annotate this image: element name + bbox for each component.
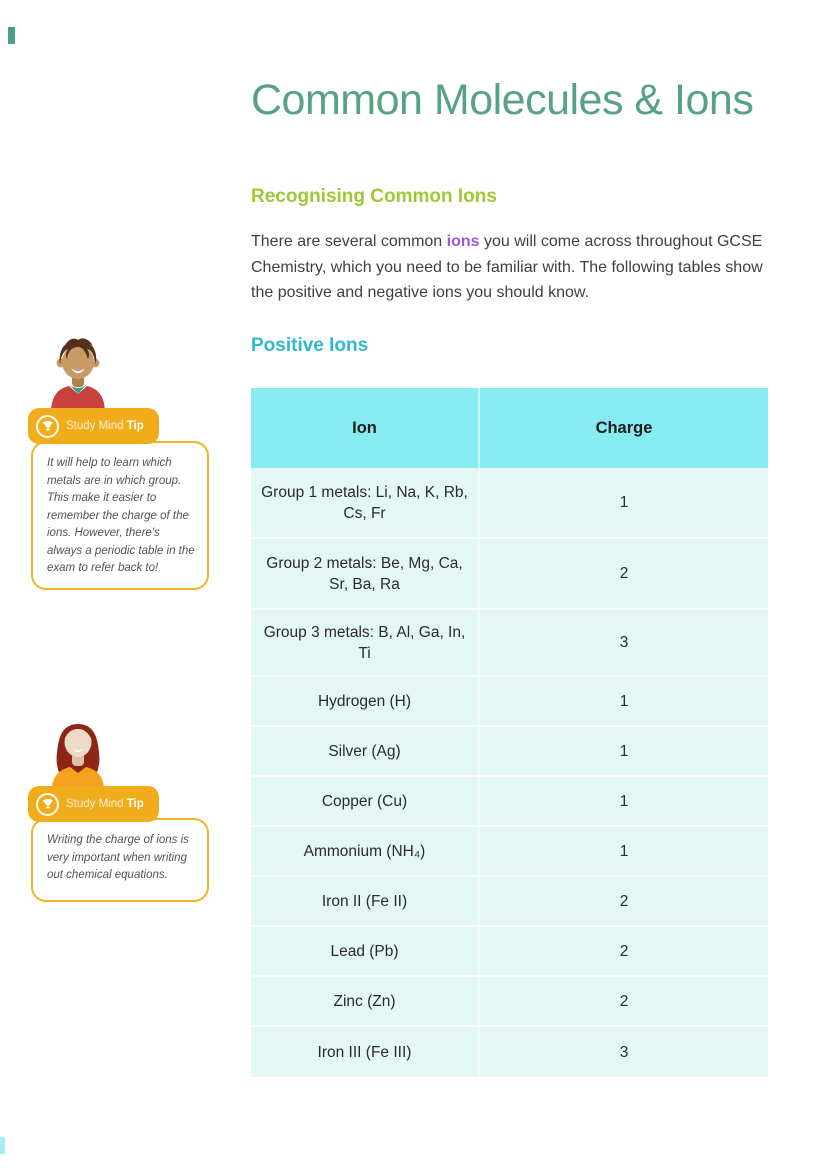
page-title: Common Molecules & Ions <box>251 76 754 124</box>
charge-cell: 2 <box>619 992 629 1010</box>
table-row <box>251 1027 768 1077</box>
charge-cell: 2 <box>619 565 629 582</box>
table-row <box>251 877 768 927</box>
positive-ions-heading: Positive Ions <box>251 335 369 356</box>
tip-badge <box>28 786 159 822</box>
table-row <box>251 977 768 1027</box>
ion-cell: Group 1 metals: Li, Na, K, Rb, Cs, Fr <box>251 468 480 537</box>
ion-cell: Zinc (Zn) <box>251 977 480 1025</box>
ion-cell: Copper (Cu) <box>251 777 480 825</box>
table-header-row <box>251 388 768 468</box>
intro-text-before: There are several common <box>251 233 447 250</box>
ions-link[interactable]: ions <box>446 233 480 250</box>
male-student-avatar <box>38 337 118 418</box>
tip-text: Writing the charge of ions is very important when writing out chemical equations. <box>31 818 209 902</box>
charge-cell: 3 <box>619 634 629 651</box>
tip-badge-label: Study Mind Tip <box>66 420 144 432</box>
table-row <box>251 777 768 827</box>
page-edge-mark-bottom <box>0 1137 5 1154</box>
intro-text-after: you will come across throughout GCSE Chemistry, which you need to be familiar with. The following tables show the positive and negative ions you should know. <box>251 233 763 301</box>
page-edge-mark-top <box>8 27 15 44</box>
intro-paragraph <box>251 229 763 306</box>
positive-ions-table <box>251 388 768 1077</box>
charge-cell: 1 <box>619 742 629 760</box>
ion-cell: Hydrogen (H) <box>251 677 480 725</box>
ion-cell: Group 2 metals: Be, Mg, Ca, Sr, Ba, Ra <box>251 539 480 608</box>
table-row <box>251 727 768 777</box>
table-row <box>251 927 768 977</box>
tip-badge-label: Study Mind Tip <box>66 798 144 810</box>
trophy-icon <box>36 793 59 816</box>
charge-cell: 1 <box>619 842 629 860</box>
tip-text: It will help to learn which metals are in which group. This make it easier to remember the charge of the ions. However, there's always a periodic table in the exam to refer back to! <box>31 441 209 590</box>
charge-cell: 2 <box>619 942 629 960</box>
ion-cell: Lead (Pb) <box>251 927 480 975</box>
female-student-avatar <box>40 718 116 795</box>
charge-cell: 1 <box>619 792 629 810</box>
ion-cell: Group 3 metals: B, Al, Ga, In, Ti <box>251 610 480 675</box>
charge-cell: 1 <box>619 494 629 511</box>
table-row <box>251 539 768 610</box>
ion-cell: Iron II (Fe II) <box>251 877 480 925</box>
ion-cell: Silver (Ag) <box>251 727 480 775</box>
column-header-charge: Charge <box>595 418 653 437</box>
table-row <box>251 468 768 539</box>
trophy-icon <box>36 415 59 438</box>
charge-cell: 3 <box>619 1043 629 1061</box>
table-body <box>251 468 768 1077</box>
ion-cell: Iron III (Fe III) <box>251 1027 480 1077</box>
column-header-ion: Ion <box>251 388 480 468</box>
charge-cell: 1 <box>619 692 629 710</box>
charge-cell: 2 <box>619 892 629 910</box>
section-heading: Recognising Common Ions <box>251 186 497 207</box>
table-row <box>251 827 768 877</box>
table-row <box>251 677 768 727</box>
tip-badge <box>28 408 159 444</box>
table-row <box>251 610 768 677</box>
ion-cell: Ammonium (NH₄) <box>251 827 480 875</box>
